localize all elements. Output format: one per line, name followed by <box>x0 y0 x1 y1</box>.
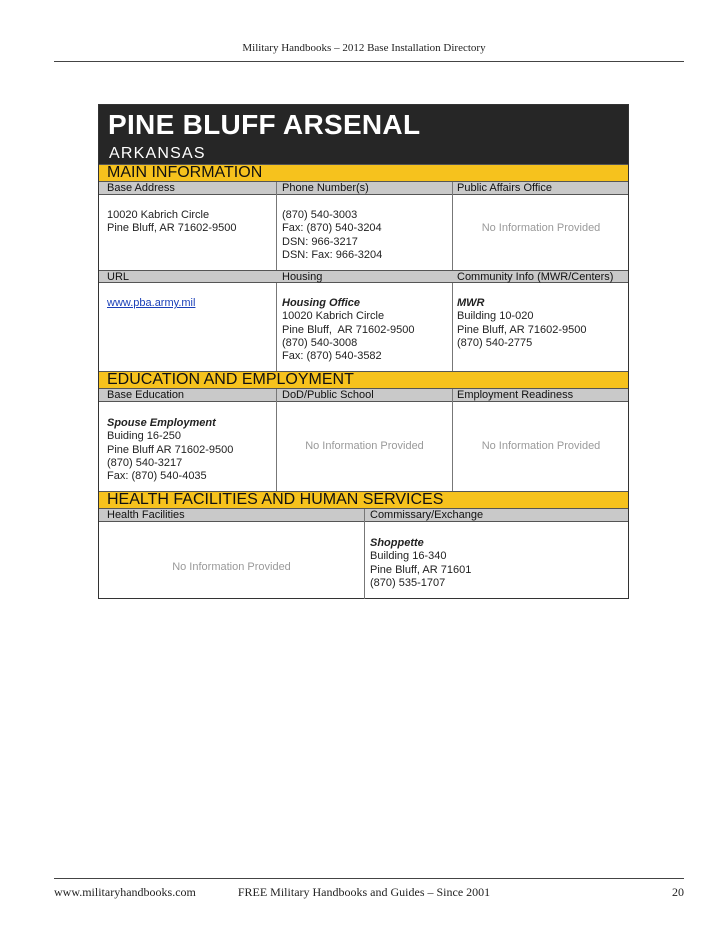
main-labels-row-2 <box>99 270 628 283</box>
phone-line: DSN: 966-3217 <box>282 235 358 248</box>
spouse-line: Fax: (870) 540-4035 <box>107 470 207 483</box>
header-rule <box>54 61 684 62</box>
footer-rule <box>54 878 684 879</box>
community-title: MWR <box>457 297 485 309</box>
col-divider <box>452 283 453 371</box>
commissary-title: Shoppette <box>370 537 424 549</box>
education-labels-row <box>99 389 628 402</box>
section-education <box>99 371 628 389</box>
health-facilities-noinfo: No Information Provided <box>172 561 291 573</box>
footer-website: www.militaryhandbooks.com <box>54 885 196 899</box>
label-base-address: Base Address <box>107 182 175 194</box>
col-divider <box>364 509 365 599</box>
label-url: URL <box>107 271 130 283</box>
housing-title: Housing Office <box>282 297 361 309</box>
section-title: HEALTH FACILITIES AND HUMAN SERVICES <box>107 491 444 508</box>
housing-line: (870) 540-3008 <box>282 336 358 349</box>
section-health <box>99 491 628 509</box>
title-band <box>99 105 628 164</box>
label-housing: Housing <box>282 271 323 283</box>
col-divider <box>276 283 277 371</box>
section-title: EDUCATION AND EMPLOYMENT <box>107 371 354 388</box>
installation-card <box>98 104 629 599</box>
phone-line: Fax: (870) 540-3204 <box>282 222 382 235</box>
page-header: Military Handbooks – 2012 Base Installation Directory <box>242 42 486 54</box>
readiness-noinfo: No Information Provided <box>481 440 601 452</box>
housing-line: Pine Bluff, AR 71602-9500 <box>282 323 415 336</box>
state-name: ARKANSAS <box>109 145 206 162</box>
label-school: DoD/Public School <box>282 389 374 401</box>
housing-line: Fax: (870) 540-3582 <box>282 350 382 363</box>
label-health-facilities: Health Facilities <box>107 509 185 521</box>
label-commissary: Commissary/Exchange <box>370 509 484 521</box>
commissary-line: Building 16-340 <box>370 550 447 563</box>
commissary-cell <box>370 537 471 590</box>
housing-cell <box>282 297 415 363</box>
main-labels-row-1 <box>99 182 628 195</box>
footer-tagline: FREE Military Handbooks and Guides – Since 2001 <box>237 885 491 899</box>
label-base-education: Base Education <box>107 389 185 401</box>
base-url-link[interactable]: www.pba.army.mil <box>107 297 196 309</box>
address-line: Pine Bluff, AR 71602-9500 <box>107 222 237 235</box>
base-address-cell <box>107 209 236 236</box>
community-line: Building 10-020 <box>457 310 534 323</box>
page-number: 20 <box>672 885 684 899</box>
label-phone: Phone Number(s) <box>282 182 369 194</box>
spouse-line: Pine Bluff AR 71602-9500 <box>107 443 234 456</box>
label-readiness: Employment Readiness <box>457 389 574 401</box>
label-community: Community Info (MWR/Centers) <box>457 271 614 283</box>
address-line: 10020 Kabrich Circle <box>107 209 210 221</box>
community-line: (870) 540-2775 <box>457 336 533 349</box>
label-public-affairs: Public Affairs Office <box>457 182 552 194</box>
spouse-line: (870) 540-3217 <box>107 456 183 469</box>
community-cell <box>457 297 586 350</box>
housing-line: 10020 Kabrich Circle <box>282 310 385 323</box>
section-main-information <box>99 164 628 182</box>
spouse-title: Spouse Employment <box>107 417 216 429</box>
url-cell <box>107 297 195 310</box>
base-name: PINE BLUFF ARSENAL <box>108 109 421 140</box>
community-line: Pine Bluff, AR 71602-9500 <box>457 323 587 336</box>
public-affairs-noinfo: No Information Provided <box>481 222 601 234</box>
spouse-line: Buiding 16-250 <box>107 430 182 443</box>
commissary-line: (870) 535-1707 <box>370 576 446 589</box>
col-divider <box>276 182 277 271</box>
spouse-employment-cell <box>107 417 233 483</box>
section-title: MAIN INFORMATION <box>107 164 263 181</box>
phone-line: DSN: Fax: 966-3204 <box>282 248 383 261</box>
phone-line: (870) 540-3003 <box>282 209 358 221</box>
phone-cell <box>282 209 382 262</box>
commissary-line: Pine Bluff, AR 71601 <box>370 563 472 576</box>
school-noinfo: No Information Provided <box>305 440 424 452</box>
